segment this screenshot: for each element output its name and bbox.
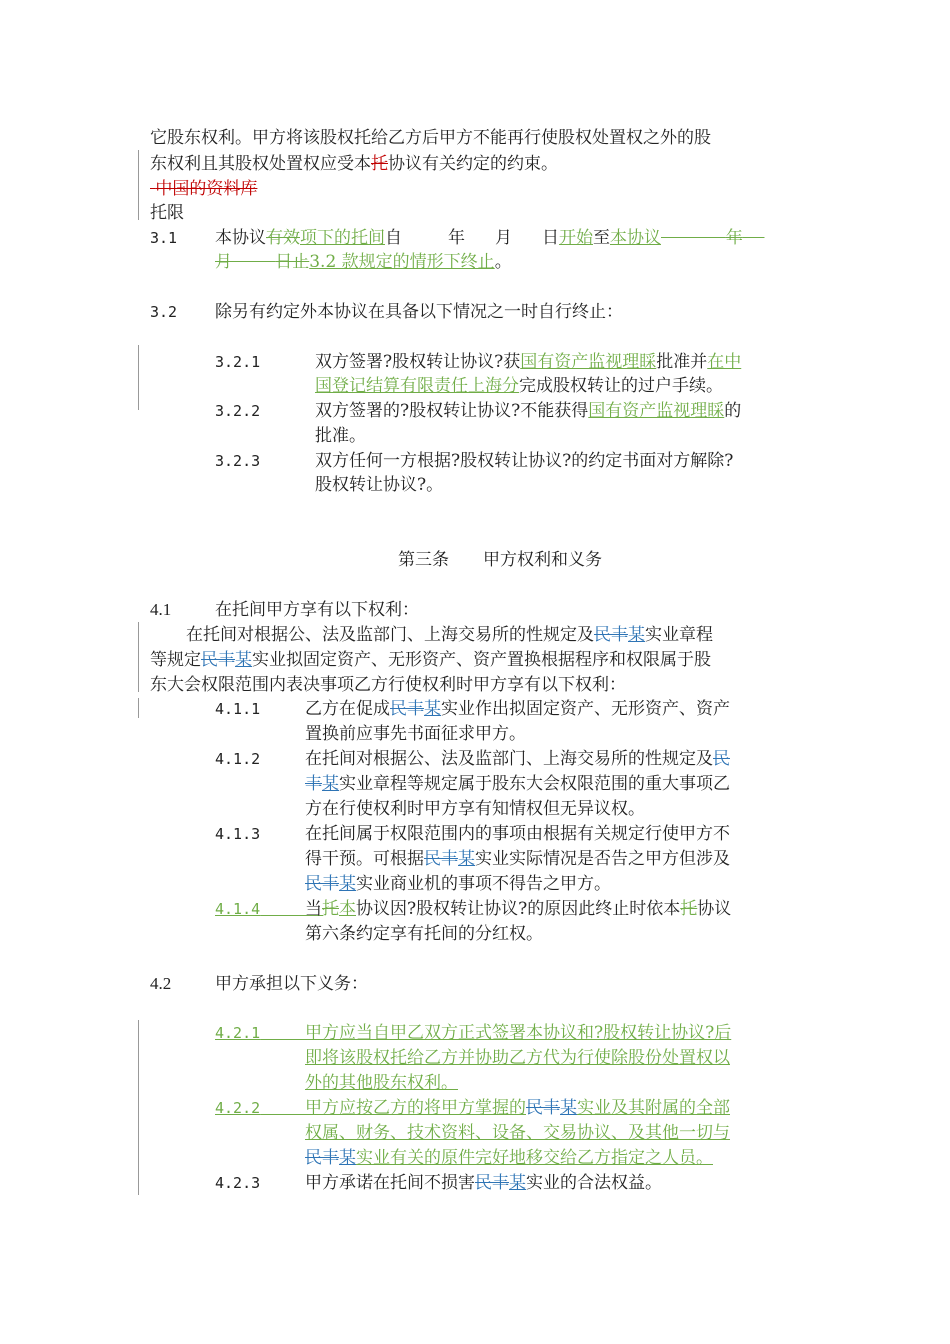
inserted-text: 3.2 款规定的情形下终止 — [309, 252, 495, 272]
clause-text: 民丰某实业商业机的事项不得告之甲方。 — [305, 874, 611, 894]
inserted-text: 在中 — [707, 352, 742, 372]
inserted-text: 国有资产监视理睬 — [588, 401, 725, 421]
clause-text: 双方任何一方根据?股权转让协议?的约定书面对方解除? — [315, 451, 734, 471]
clause-number: 4.2.3 — [215, 1174, 261, 1192]
clause-text: 权属、财务、技术资料、设备、交易协议、及其他一切与 — [305, 1123, 730, 1143]
clause-number: 3.2.2 — [215, 402, 261, 420]
body-line: 在托间对根据公、法及监部门、上海交易所的性规定及民丰某实业章程 — [186, 625, 713, 645]
clause-number: 3.1 — [150, 229, 178, 247]
clause-text: 甲方承担以下义务： — [215, 974, 368, 994]
deleted-text: 有效 — [266, 228, 300, 248]
clause-number: 4.1 — [150, 600, 172, 619]
deleted-text: 民丰 — [305, 874, 339, 894]
clause-number: 4.2.2 — [215, 1099, 261, 1117]
change-bar — [138, 345, 139, 410]
inserted-text: 某 — [322, 774, 339, 794]
body-line: 东大会权限范围内表决事项乙方行使权利时甲方享有以下权利： — [150, 675, 626, 695]
clause-text: 股权转让协议?。 — [315, 475, 444, 495]
deleted-line: 中国的资料库 — [155, 179, 258, 199]
inserted-text: 开始 — [559, 228, 593, 248]
inserted-text: 某 — [424, 699, 441, 719]
clause-3-1-line2: 月 日止3.2 款规定的情形下终止。 — [215, 252, 512, 272]
clause-text: 国登记结算有限责任上海分完成股权转让的过户手续。 — [315, 376, 723, 396]
deleted-text: 托 — [680, 899, 698, 919]
deleted-text: 民丰 — [305, 1148, 339, 1168]
change-bar — [138, 150, 139, 220]
text: 协议有关约定的约束。 — [388, 154, 558, 174]
clause-text: 第六条约定享有托间的分红权。 — [305, 924, 543, 944]
clause-text: 民丰某实业有关的原件完好地移交给乙方指定之人员。 — [305, 1148, 713, 1168]
deleted-text: 年 — [725, 228, 743, 248]
section-heading: 托限 — [150, 203, 184, 223]
clause-text: 在托间属于权限范围内的事项由根据有关规定行使甲方不 — [305, 824, 730, 844]
clause-text: 在托间甲方享有以下权利： — [215, 600, 419, 620]
inserted-text: 国有资产监视理睬 — [520, 352, 657, 372]
clause-text: 方在行使权利时甲方享有知情权但无异议权。 — [305, 799, 645, 819]
clause-number: 3.2.1 — [215, 353, 261, 371]
clause-text: 双方签署?股权转让协议?获国有资产监视理睬批准并在中 — [315, 352, 742, 372]
inserted-text: 项下的托间 — [300, 228, 385, 248]
deleted-text: 托 — [371, 154, 388, 174]
clause-number: 4.1.4 — [215, 900, 261, 918]
deleted-text: 民丰 — [526, 1098, 560, 1118]
clause-3-1-line1: 本协议有效项下的托间自 年 月 日开始至本协议 年 — [215, 228, 743, 248]
clause-text: 批准。 — [315, 426, 366, 446]
inserted-text: 某 — [509, 1173, 526, 1193]
deleted-text — [661, 228, 726, 248]
text: 东权利且其股权处置权应受本 — [150, 154, 371, 174]
inserted-text: 某 — [235, 650, 252, 670]
clause-text: 在托间对根据公、法及监部门、上海交易所的性规定及民 — [305, 749, 730, 769]
inserted-text: 某 — [458, 849, 475, 869]
inserted-text: 国登记结算有限责任上海分 — [315, 376, 519, 396]
clause-text: 外的其他股东权利。 — [305, 1073, 458, 1093]
change-bar — [138, 698, 139, 718]
clause-number: 4.1.1 — [215, 700, 261, 718]
body-line: 等规定民丰某实业拟固定资产、无形资产、资产置换根据程序和权限属于股 — [150, 650, 711, 670]
clause-text: 甲方应当自甲乙双方正式签署本协议和?股权转让协议?后 — [305, 1023, 732, 1043]
deleted-text: 民丰 — [594, 625, 628, 645]
inserted-text: 本 — [339, 899, 356, 919]
article-title: 第三条 甲方权利和义务 — [398, 550, 602, 570]
clause-text: 得干预。可根据民丰某实业实际情况是否告之甲方但涉及 — [305, 849, 730, 869]
inserted-text: 某 — [339, 1148, 356, 1168]
clause-number: 3.2 — [150, 303, 178, 321]
clause-text: 甲方应按乙方的将甲方掌握的民丰某实业及其附属的全部 — [305, 1098, 730, 1118]
deleted-text: 日止 — [275, 252, 310, 272]
change-bar — [138, 1020, 139, 1195]
deleted-text: 丰 — [305, 774, 322, 794]
clause-number: 4.1.3 — [215, 825, 261, 843]
deleted-text: 民 — [713, 749, 730, 769]
clause-text: 即将该股权托给乙方并协助乙方代为行使除股份处置权以 — [305, 1048, 730, 1068]
deleted-text: 民丰 — [475, 1173, 509, 1193]
body-line — [150, 153, 558, 175]
clause-text: 乙方在促成民丰某实业作出拟固定资产、无形资产、资产 — [305, 699, 730, 719]
inserted-text: 某 — [560, 1098, 577, 1118]
clause-text: 置换前应事先书面征求甲方。 — [305, 724, 526, 744]
clause-number: 3.2.3 — [215, 452, 261, 470]
inserted-text: 某 — [628, 625, 645, 645]
deleted-text: 民丰 — [201, 650, 235, 670]
clause-text: 当托本协议因?股权转让协议?的原因此终止时依本托协议 — [305, 899, 732, 919]
clause-number: 4.2 — [150, 974, 172, 993]
deleted-text: 民丰 — [424, 849, 458, 869]
clause-text: 双方签署的?股权转让协议?不能获得国有资产监视理睬的 — [315, 401, 742, 421]
change-bar — [138, 622, 139, 692]
deleted-text: 月 — [215, 252, 232, 272]
deleted-text: 托 — [322, 899, 339, 919]
deleted-text: 民丰 — [390, 699, 424, 719]
inserted-text: 某 — [339, 874, 356, 894]
clause-text: 甲方承诺在托间不损害民丰某实业的合法权益。 — [305, 1173, 662, 1193]
clause-number: 4.2.1 — [215, 1024, 261, 1042]
clause-number: 4.1.2 — [215, 750, 261, 768]
clause-text: 丰某实业章程等规定属于股东大会权限范围的重大事项乙 — [305, 774, 730, 794]
inserted-text: 本协议 — [610, 228, 661, 248]
clause-text: 除另有约定外本协议在具备以下情况之一时自行终止： — [215, 302, 623, 322]
body-line: 它股东权利。甲方将该股权托给乙方后甲方不能再行使股权处置权之外的股 — [150, 128, 711, 148]
